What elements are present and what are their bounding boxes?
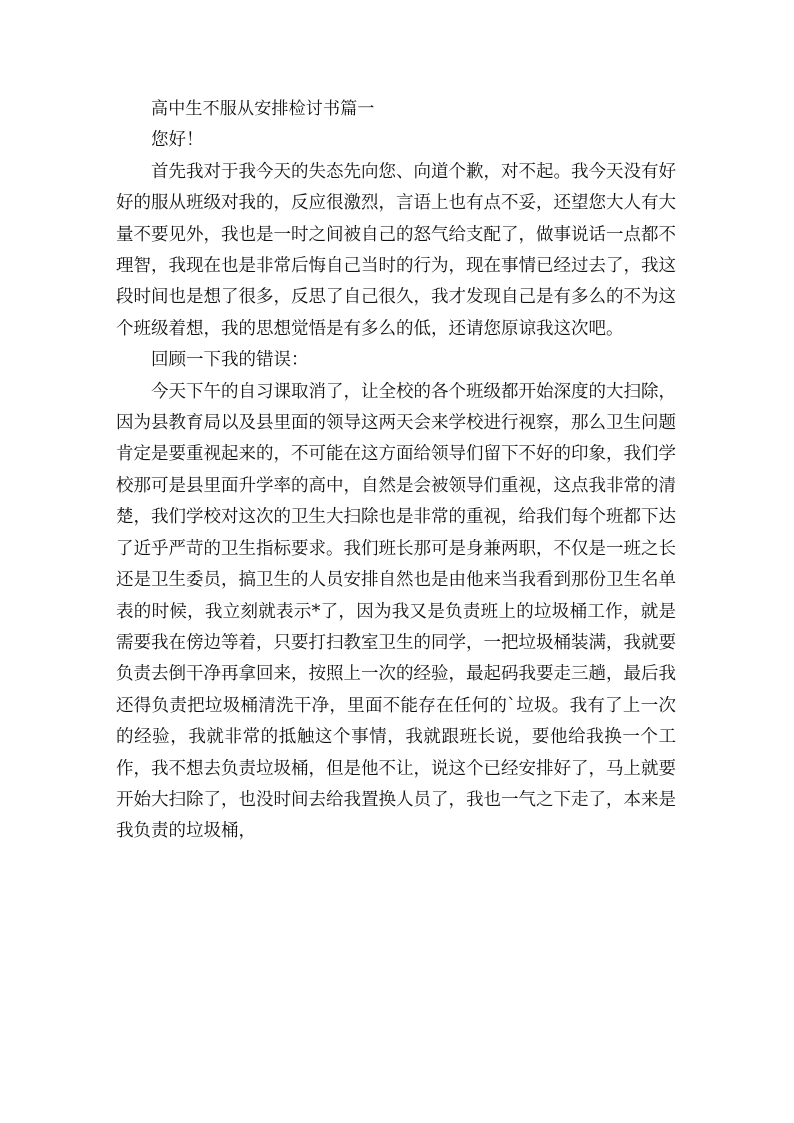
paragraph-review-heading: 回顾一下我的错误： — [151, 350, 309, 371]
document-title: 高中生不服从安排检讨书篇一 — [151, 99, 375, 119]
document-body — [116, 94, 676, 848]
paragraph-incident: 今天下午的自习课取消了，让全校的各个班级都开始深度的大扫除，因为县教育局以及县里面的领导这两天会来学校进行视察，那么卫生问题肯定是要重视起来的，不可能在这方面给领导们留下不好的印象，我们学校那可是县里面升学率的高中，自然是会被领导们重视，这点我非常的清楚，我们学校对这次的卫生大扫除也是非常的重视，给我们每个班都下达了近乎严苛的卫生指标要求。我们班长那可是身兼两职，不仅是一班之长还是卫生委员，搞卫生的人员安排自然也是由他来当我看到那份卫生名单表的时候，我立刻就表示*了，因为我又是负责班上的垃圾桶工作，就是需要我在傍边等着，只要打扫教室卫生的同学，一把垃圾桶装满，我就要负责去倒干净再拿回来，按照上一次的经验，最起码我要走三趟，最后我还得负责把垃圾桶清洗干净，里面不能存在任何的`垃圾。我有了上一次的经验，我就非常的抵触这个事情，我就跟班长说，要他给我换一个工作，我不想去负责垃圾桶，但是他不让，说这个已经安排好了，马上就要开始大扫除了，也没时间去给我置换人员了，我也一气之下走了，本来是我负责的垃圾桶， — [116, 381, 676, 842]
paragraph-apology: 首先我对于我今天的失态先向您、向道个歉，对不起。我今天没有好好的服从班级对我的，反应很激烈，言语上也有点不妥，还望您大人有大量不要见外，我也是一时之间被自己的怒气给支配了，做事说话一点都不理智，我现在也是非常后悔自己当时的行为，现在事情已经过去了，我这段时间也是想了很多，反思了自己很久，我才发现自己是有多么的不为这个班级着想，我的思想觉悟是有多么的低，还请您原谅我这次吧。 — [116, 161, 676, 339]
greeting-line: 您好！ — [151, 130, 204, 151]
